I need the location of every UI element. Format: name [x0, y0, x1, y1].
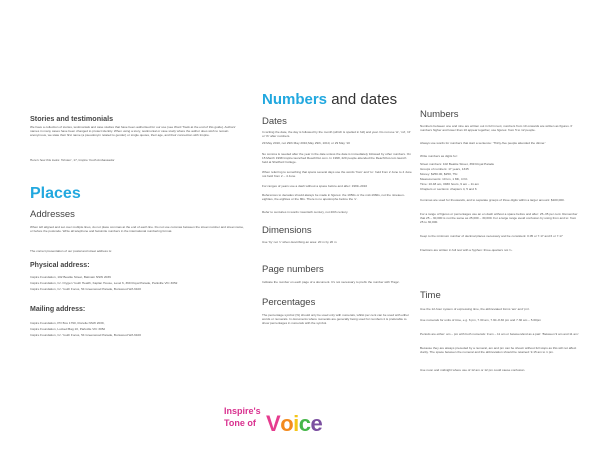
title-numbers: Numbers — [262, 91, 328, 108]
dates-paragraph: When referring to something that spans several days use the words 'from' and 'to'. held from 2 June to 4 June not held from 2 – 4 June — [262, 170, 412, 179]
addresses-paragraph-2: The correct presentation of our postal and street address is: — [30, 249, 112, 253]
mailing-address-line: Inspire Foundation, PO Box 1790, Rozelle NSW 2039, — [30, 321, 105, 325]
voice-letter: i — [293, 411, 299, 436]
voice-letter: V — [266, 411, 281, 436]
numbers-list-item: Measurements: 10 km, 1 Mb, 4 Kb — [420, 177, 468, 181]
numbers-paragraph: Write numbers as digits for: — [420, 154, 458, 158]
time-paragraph: Because they are always preceded by a numeral, am and pm can be shown without full stops as this will not affect clarity. The space between the numeral and the abbreviation should be retained: 9.15 am to 1 pm. — [420, 346, 577, 355]
stories-paragraph-1: We have a collection of stories, testimonials and case studies that have been authorised for our use (see Word Track at the end of this guide). Authors' names in many cases have been changed to protect identity. When using a story, testimonial or case study where the author does wish to remain anonymous, we state their first name (a pseudonym related to gender) or single quotes, their age, and their connection with Inspire. — [30, 125, 236, 138]
dates-paragraph: Refer to centuries in words: twentieth century, not 20th century. — [262, 210, 349, 214]
voice-letter: e — [310, 411, 323, 436]
addresses-heading: Addresses — [30, 209, 75, 220]
percentages-heading: Percentages — [262, 297, 316, 308]
numbers-list-item: Money: $250.00, $250, 75c — [420, 172, 458, 176]
stories-heading: Stories and testimonials — [30, 114, 114, 123]
numbers-paragraph: Numbers between one and nine are written out in full in text, numbers from 10 onwards are written as figures. If numbers higher and lower than 10 appear together, use figures: from 5 to 12 people. — [420, 124, 573, 133]
physical-address-line: Inspire Foundation, C/- Youth Focus, 54 Greenwood Parade, Burswood WA 6100 — [30, 287, 141, 291]
time-paragraph: Use noon and midnight where use of 12 am or 12 pm could cause confusion. — [420, 368, 526, 372]
mailing-address-line: Inspire Foundation, C/- Youth Focus, 54 Greenwood Parade, Burswood WA 6100 — [30, 333, 141, 337]
dates-paragraph: For ranges of years use a dash without a space before and after: 1999–2010 — [262, 184, 368, 188]
dates-paragraph: No comma is needed after the year in the date unless the date is immediately followed by other numbers. On 15 March 1998 Inspire launched ReachOut.com. In 1998, 220 people attended the ReachOut.com launch held at Shellford College. — [262, 152, 411, 165]
physical-address-heading: Physical address: — [30, 262, 90, 269]
percentages-paragraph: The percentage symbol (%) should only be used only with numerals, whilst per cent can be used with either words or numerals. In documents where numerals are generally being used for numbers it is preferable to show percentages in numerals with the symbol. — [262, 313, 410, 326]
dates-paragraph: References to decades should always be made in figures: the 1950s or the mid-1960s, not the nineteen-eighties, the eighties or the 80s. There is no apostrophe before the 's'. — [262, 193, 405, 202]
numbers-paragraph: Keep to the minimum number of decimal places necessary and be consistent: 0.05 or 7.17 and 6 or 7.17 — [420, 234, 563, 238]
time-paragraph: Use numerals for units of time, e.g. 6 pm, 7.30 am, 7.30–8.30 pm and 7.30 am – 5.00pm — [420, 318, 542, 322]
logo-line-tone-of: Tone of — [224, 418, 256, 428]
page-numbers-heading: Page numbers — [262, 264, 324, 275]
numbers-paragraph: Commas are used for thousands, and to separate groups of three digits within a larger amount: $100,000. — [420, 198, 565, 202]
stories-paragraph-2: Here's how this looks: 'Kristen', 17, Inspire Youth Ambassador — [30, 158, 115, 162]
numbers-and-dates-title — [262, 92, 397, 108]
numbers-list-item: Chapters or sections: chapters 4, 5 and 6 — [420, 187, 477, 191]
mailing-address-heading: Mailing address: — [30, 306, 86, 313]
page-numbers-paragraph: Indicate the number on each page of a document. It's not necessary to prefix the number with 'Page'. — [262, 280, 400, 284]
numbers-paragraph: Always use words for numbers that start a sentence: 'Thirty-five people attended the dinner.' — [420, 141, 546, 145]
dates-paragraph: 29 May 2010, not 29th May 2010,May 29th, 1010, or 29 May '10 — [262, 141, 350, 145]
numbers-paragraph: Fractions are written in full text with a hyphen: three-quarters not ¾. — [420, 248, 513, 252]
numbers-heading: Numbers — [420, 109, 459, 120]
physical-address-line: Inspire Foundation, 102 Beattie Street, Balmain NSW 2039 — [30, 275, 111, 279]
numbers-paragraph: For a range of figures or percentages use an en dash without a space before and after: 25–35 per cent. Remember that 25 – 30,000 is not the same as 25,000 – 30,000. For a large range avoid confusion by using from and to: from 25 to 30,000. — [420, 212, 578, 225]
numbers-list-item: Street numbers: 102 Beattie Street, 369 Royal Parade — [420, 162, 495, 166]
dimensions-heading: Dimensions — [262, 225, 312, 236]
dates-paragraph: In writing the date, the day is followed by the month (which is spelled in full) and year. Do not use 'st', 'nd', 'rd' or 'th' after numbers. — [262, 130, 411, 139]
time-paragraph: Periods are either: am – pm with both numerals: 9 am – 11 am or between/and as a pair: 'Between 9 am and 11 am.' — [420, 332, 580, 336]
title-and-dates: and dates — [327, 91, 398, 108]
logo-voice-word — [266, 411, 322, 437]
dates-heading: Dates — [262, 116, 287, 127]
numbers-list-item: Time: 10.48 am, 0930 hours, 9 am – 11 am — [420, 182, 479, 186]
addresses-paragraph-1: When left aligned and set over multiple lines, do not place commas at the end of each line. Do not use commas between the street number and street name, or before the postcode. Write all telephone and facsimile numbers in the international numbering format. — [30, 225, 244, 234]
voice-letter: o — [280, 411, 294, 436]
mailing-address-line: Inspire Foundation, Locked Bag 10, Parkville VIC 3052 — [30, 327, 106, 331]
time-heading: Time — [420, 290, 441, 301]
dimensions-paragraph: Use 'by' not 'x' when describing an area: 20 m by 20 m — [262, 240, 337, 244]
time-paragraph: Use the 12-hour system of expressing time, the abbreviated forms 'am' and 'pm'. — [420, 307, 531, 311]
logo-line-inspires: Inspire's — [224, 406, 261, 416]
tone-of-voice-logo — [224, 402, 374, 442]
numbers-list-item: Groups of numbers: 17 years, 1345 — [420, 167, 469, 171]
places-heading: Places — [30, 185, 81, 202]
voice-letter: c — [298, 411, 311, 436]
physical-address-line: Inspire Foundation, C/- Orygen Youth Health, Kaplan House, Level 6, 369 Royal Parade, Parkville VIC 3052 — [30, 281, 178, 285]
